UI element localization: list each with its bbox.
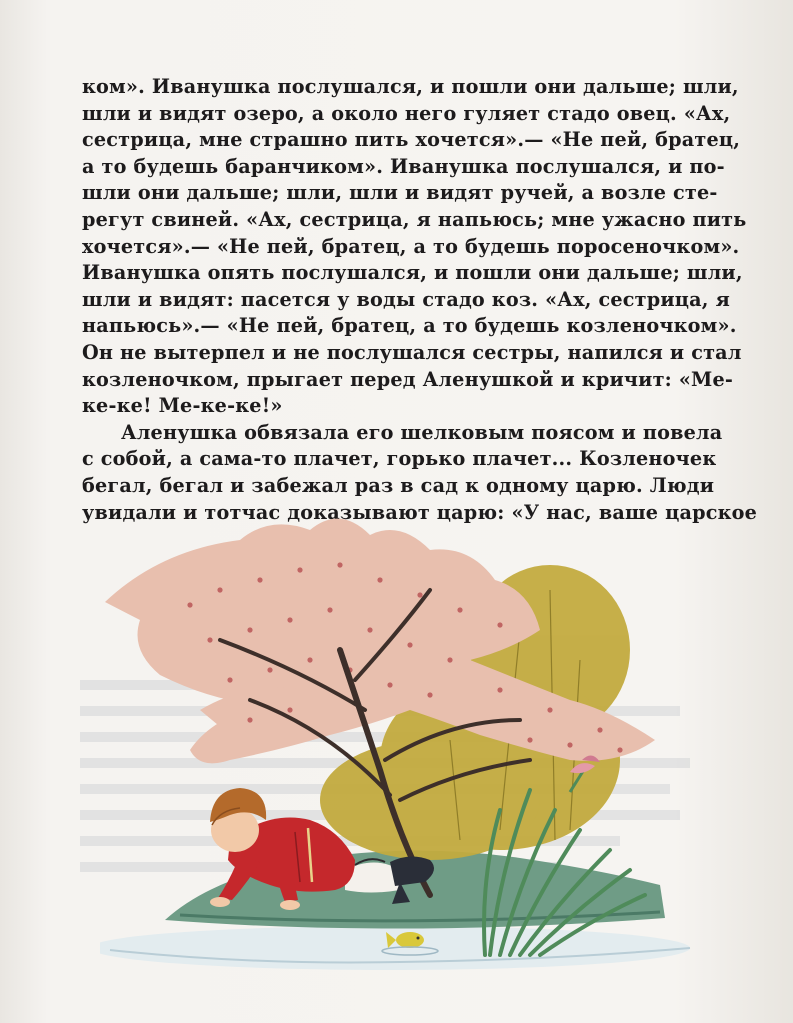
text-line: регут свиней. «Ах, сестрица, я напьюсь; мне ужасно пить [82,207,747,231]
text-line: сестрица, мне страшно пить хочется».— «Не пей, братец, [82,128,741,152]
text-line: ке-ке! Ме-ке-ке!» [82,394,283,418]
text-line: бегал, бегал и забежал раз в сад к одному царю. Люди [82,473,715,497]
text-line: шли они дальше; шли, шли и видят ручей, а возле сте- [82,181,718,205]
text-line: Он не вытерпел и не послушался сестры, напился и стал [82,340,742,364]
text-line: увидали и тотчас доказывают царю: «У нас, ваше царское [82,500,758,524]
text-line: хочется».— «Не пей, братец, а то будешь поросеночком». [82,234,740,258]
text-line: а то будешь баранчиком». Иванушка послушался, и по- [82,154,725,178]
story-text [82,74,758,526]
text-line: шли и видят озеро, а около него гуляет стадо овец. «Ах, [82,101,731,125]
text-line: шли и видят: пасется у воды стадо коз. «Ах, сестрица, я [82,287,730,311]
text-line: Аленушка обвязала его шелковым поясом и повела [121,420,723,444]
text-line: Иванушка опять послушался, и пошли они дальше; шли, [82,261,743,285]
text-line: с собой, а сама-то плачет, горько плачет... Козленочек [82,447,717,471]
illustration-boy-at-pond [100,510,700,970]
text-line: козленочком, прыгает перед Аленушкой и кричит: «Ме- [82,367,734,391]
text-line: ком». Иванушка послушался, и пошли они дальше; шли, [82,75,739,98]
text-line: напьюсь».— «Не пей, братец, а то будешь козленочком». [82,314,737,338]
